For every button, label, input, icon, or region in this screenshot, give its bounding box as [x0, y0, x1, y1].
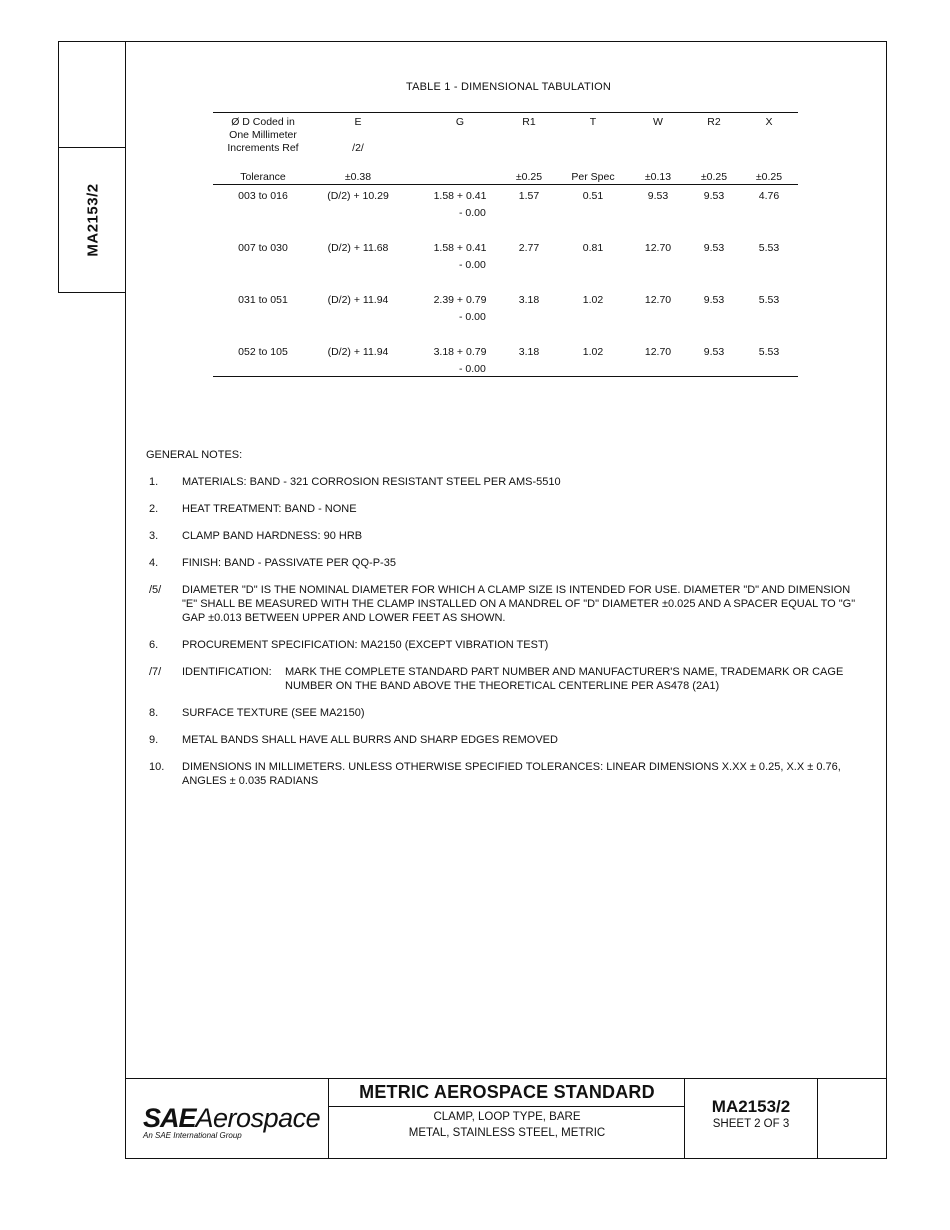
cell-x: 5.53: [758, 242, 780, 254]
note-hanging: [182, 665, 866, 693]
header-d-line1: Ø D Coded in: [231, 116, 295, 128]
note-text: CLAMP BAND HARDNESS: 90 HRB: [182, 530, 363, 542]
cell-r2: 9.53: [703, 346, 725, 358]
notes-heading: GENERAL NOTES:: [146, 449, 243, 461]
header-e-label: E: [354, 116, 362, 128]
note-item: [146, 760, 866, 788]
part-number: MA2153/2: [711, 1097, 791, 1116]
note-text: MATERIALS: BAND - 321 CORROSION RESISTANT STEEL PER AMS-5510: [182, 476, 561, 488]
side-tab: [58, 41, 126, 293]
note-item: [146, 556, 866, 570]
description-line: CLAMP, LOOP TYPE, BARE: [433, 1111, 581, 1123]
note-number: 10.: [149, 761, 165, 773]
tolerance-w: ±0.13: [644, 171, 672, 183]
tolerance-e: ±0.38: [344, 171, 372, 183]
cell-x: 5.53: [758, 294, 780, 306]
cell-t: 1.02: [582, 294, 604, 306]
tolerance-r2: ±0.25: [700, 171, 728, 183]
note-text: HEAT TREATMENT: BAND - NONE: [182, 503, 357, 515]
note-label: IDENTIFICATION:: [182, 666, 272, 678]
cell-g: 1.58 + 0.41: [433, 190, 487, 202]
note-number: /5/: [149, 584, 162, 596]
header-e-spacer: [320, 129, 396, 142]
note-item: [146, 475, 866, 489]
cell-e: (D/2) + 11.94: [327, 294, 389, 306]
part-description: [329, 1109, 685, 1141]
note-text: DIMENSIONS IN MILLIMETERS. UNLESS OTHERWISE SPECIFIED TOLERANCES: LINEAR DIMENSIONS X.XX ± 0.25, X.X ± 0.76, ANGLES ± 0.035 RADIANS: [182, 761, 841, 787]
note-item: [146, 583, 866, 625]
cell-g: 1.58 + 0.41: [433, 242, 487, 254]
cell-r2: 9.53: [703, 242, 725, 254]
logo-word: Aerospace: [195, 1103, 321, 1133]
cell-g-lower: - 0.00: [459, 259, 486, 271]
title-block: [125, 1078, 887, 1159]
header-r2: R2: [707, 116, 721, 128]
cell-e: (D/2) + 11.68: [327, 242, 389, 254]
header-d: [213, 116, 313, 155]
note-item: [146, 733, 866, 747]
tolerance-rule: [213, 184, 798, 185]
cell-g: 2.39 + 0.79: [433, 294, 487, 306]
table-bottom-rule: [213, 376, 798, 377]
header-t: T: [589, 116, 597, 128]
note-text: METAL BANDS SHALL HAVE ALL BURRS AND SHARP EDGES REMOVED: [182, 734, 558, 746]
cell-r2: 9.53: [703, 190, 725, 202]
general-notes: [146, 448, 866, 801]
standard-heading: METRIC AEROSPACE STANDARD: [359, 1082, 655, 1102]
note-number: 9.: [149, 734, 159, 746]
tolerance-r1: ±0.25: [515, 171, 543, 183]
note-text: FINISH: BAND - PASSIVATE PER QQ-P-35: [182, 557, 396, 569]
cell-x: 5.53: [758, 346, 780, 358]
logo-mark: SAE: [143, 1103, 196, 1133]
note-item: [146, 706, 866, 720]
header-r1: R1: [522, 116, 536, 128]
cell-d: 007 to 030: [238, 242, 288, 254]
note-text: MARK THE COMPLETE STANDARD PART NUMBER AND MANUFACTURER'S NAME, TRADEMARK OR CAGE NUMBER ON THE BAND ABOVE THE THEORETICAL CENTERLINE PER AS478 (2A1): [285, 666, 844, 692]
note-number: 1.: [149, 476, 159, 488]
table-top-rule: [213, 112, 798, 113]
header-d-line3: Increments Ref: [227, 142, 299, 154]
cell-g-lower: - 0.00: [459, 311, 486, 323]
title-block-divider: [817, 1079, 818, 1159]
header-x: X: [765, 116, 773, 128]
cell-e: (D/2) + 10.29: [327, 190, 389, 202]
note-text: SURFACE TEXTURE (SEE MA2150): [182, 707, 365, 719]
note-number: 4.: [149, 557, 159, 569]
cell-r1: 3.18: [518, 346, 540, 358]
tolerance-t: Per Spec: [571, 171, 615, 183]
header-w: W: [653, 116, 663, 128]
tolerance-label: Tolerance: [240, 171, 286, 183]
note-text: PROCUREMENT SPECIFICATION: MA2150 (EXCEPT VIBRATION TEST): [182, 639, 549, 651]
side-tab-code: MA2153/2: [84, 183, 102, 257]
tolerance-x: ±0.25: [755, 171, 783, 183]
header-e-note: /2/: [352, 142, 364, 154]
note-item: [146, 502, 866, 516]
cell-d: 052 to 105: [238, 346, 288, 358]
sheet-number: SHEET 2 OF 3: [712, 1118, 790, 1130]
note-item: [146, 638, 866, 652]
note-item: [146, 665, 866, 693]
cell-d: 031 to 051: [238, 294, 288, 306]
cell-d: 003 to 016: [238, 190, 288, 202]
cell-w: 12.70: [644, 346, 672, 358]
note-item: [146, 529, 866, 543]
cell-g-lower: - 0.00: [459, 363, 486, 375]
note-number: 2.: [149, 503, 159, 515]
note-number: /7/: [149, 666, 162, 678]
cell-g-lower: - 0.00: [459, 207, 486, 219]
header-g: G: [455, 116, 465, 128]
cell-w: 12.70: [644, 242, 672, 254]
side-tab-divider: [59, 147, 126, 148]
description-line: METAL, STAINLESS STEEL, METRIC: [408, 1127, 606, 1139]
note-number: 6.: [149, 639, 159, 651]
logo-tagline: An SAE International Group: [143, 1131, 242, 1140]
title-block-rule: [329, 1106, 684, 1107]
cell-t: 1.02: [582, 346, 604, 358]
cell-t: 0.81: [582, 242, 604, 254]
sae-aerospace-logo: [143, 1103, 320, 1140]
cell-w: 9.53: [647, 190, 669, 202]
header-d-line2: One Millimeter: [229, 129, 297, 141]
cell-r1: 1.57: [518, 190, 540, 202]
cell-e: (D/2) + 11.94: [327, 346, 389, 358]
note-number: 8.: [149, 707, 159, 719]
cell-r1: 3.18: [518, 294, 540, 306]
cell-w: 12.70: [644, 294, 672, 306]
cell-r2: 9.53: [703, 294, 725, 306]
cell-r1: 2.77: [518, 242, 540, 254]
table-title: TABLE 1 - DIMENSIONAL TABULATION: [405, 81, 612, 93]
cell-x: 4.76: [758, 190, 780, 202]
header-e: [320, 116, 396, 155]
cell-g: 3.18 + 0.79: [433, 346, 487, 358]
note-text: DIAMETER "D" IS THE NOMINAL DIAMETER FOR WHICH A CLAMP SIZE IS INTENDED FOR USE. DIAMETER "D" AND DIMENSION "E" SHALL BE MEASURED WITH THE CLAMP INSTALLED ON A MANDREL OF "D" DIAMETER ±0.025 AND A SPACER EQUAL TO "G" GAP ±0.013 BETWEEN UPPER AND LOWER FEET AS SHOWN.: [182, 584, 856, 624]
cell-t: 0.51: [582, 190, 604, 202]
note-number: 3.: [149, 530, 159, 542]
